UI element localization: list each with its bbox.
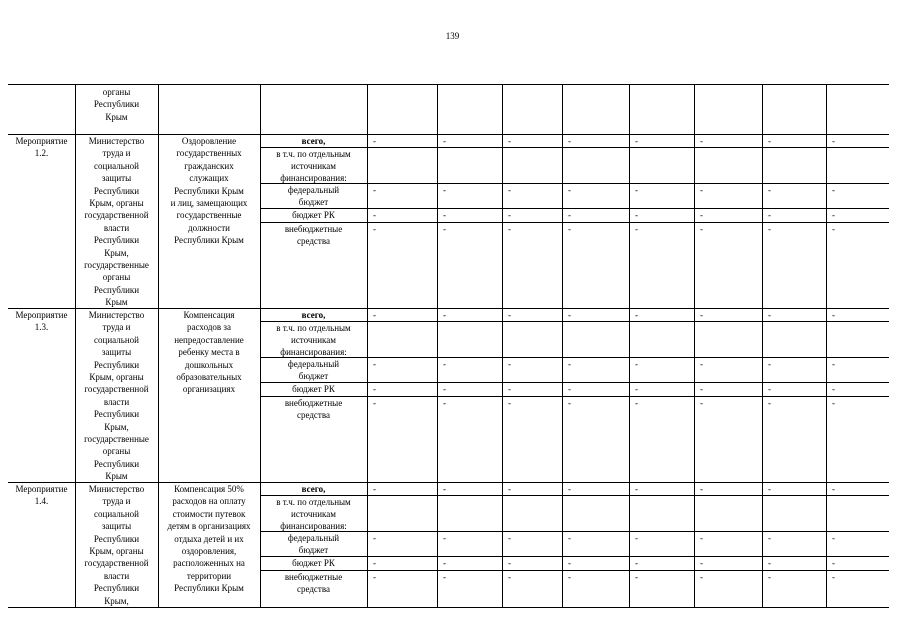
executor-text: Крым: [105, 471, 128, 482]
executor-text: Республики: [93, 458, 140, 469]
executor-text: государственной: [84, 210, 149, 221]
value-dash: -: [700, 384, 703, 394]
value-dash: -: [635, 310, 638, 320]
executor-text: защиты: [101, 521, 132, 532]
column-rule: [260, 84, 261, 607]
value-dash: -: [443, 484, 446, 494]
measure-description: Компенсация: [183, 310, 235, 320]
measure-number: Мероприятие: [15, 484, 68, 494]
measure-number: 1.3.: [34, 322, 49, 333]
value-dash: -: [635, 359, 638, 369]
measure-description: стоимости путевок: [172, 508, 246, 519]
rk-budget-label: бюджет РК: [292, 557, 335, 568]
value-dash: -: [832, 359, 835, 369]
value-dash: -: [768, 572, 771, 582]
executor-text: Крым,: [104, 247, 129, 258]
executor-text: социальной: [94, 334, 139, 345]
executor-text: власти: [103, 396, 130, 407]
measure-description: Республики Крым: [174, 583, 244, 594]
value-dash: -: [768, 533, 771, 543]
value-dash: -: [635, 398, 638, 408]
value-dash: -: [700, 224, 703, 234]
value-dash: -: [443, 533, 446, 543]
column-rule: [437, 84, 438, 607]
value-dash: -: [508, 558, 511, 568]
value-dash: -: [568, 533, 571, 543]
value-dash: -: [832, 558, 835, 568]
value-dash: -: [700, 136, 703, 146]
value-dash: -: [832, 484, 835, 494]
value-dash: -: [832, 185, 835, 195]
measure-number: 1.4.: [34, 496, 49, 507]
value-dash: -: [568, 384, 571, 394]
executor-text: социальной: [94, 160, 139, 171]
value-dash: -: [768, 484, 771, 494]
sources-label: финансирования:: [280, 521, 347, 532]
sources-label: финансирования:: [280, 347, 347, 358]
value-dash: -: [768, 224, 771, 234]
measure-description: расположенных на: [173, 558, 245, 569]
value-dash: -: [508, 210, 511, 220]
executor-text: власти: [103, 570, 130, 581]
federal-budget-label: федеральный: [287, 358, 340, 369]
value-dash: -: [568, 572, 571, 582]
executor-text: Крым, органы: [89, 546, 144, 556]
executor-text: Министерство: [88, 310, 145, 320]
executor-text: Крым,: [104, 421, 129, 432]
column-rule: [502, 84, 503, 607]
sources-label: источникам: [291, 334, 336, 345]
sources-label: финансирования:: [280, 173, 347, 184]
value-dash: -: [832, 533, 835, 543]
measure-description: отдыха детей и их: [174, 533, 244, 544]
sources-label: в т.ч. по отдельным: [276, 496, 351, 507]
value-dash: -: [635, 558, 638, 568]
executor-text: Республики: [93, 185, 140, 196]
value-dash: -: [700, 398, 703, 408]
executor-text: Крым: [105, 111, 128, 122]
value-dash: -: [508, 310, 511, 320]
measure-description: образовательных: [176, 372, 242, 382]
value-dash: -: [768, 310, 771, 320]
rk-budget-label: бюджет РК: [292, 383, 335, 394]
value-dash: -: [443, 310, 446, 320]
executor-text: Республики: [93, 533, 140, 544]
measure-description: детям в организациях: [167, 521, 251, 532]
value-dash: -: [832, 210, 835, 220]
value-dash: -: [373, 398, 376, 408]
value-dash: -: [508, 136, 511, 146]
value-dash: -: [568, 398, 571, 408]
measure-description: Компенсация 50%: [174, 484, 244, 494]
value-dash: -: [635, 136, 638, 146]
executor-text: Министерство: [88, 484, 145, 494]
value-dash: -: [700, 210, 703, 220]
value-dash: -: [373, 210, 376, 220]
executor-text: государственные: [84, 260, 149, 270]
executor-text: Крым, органы: [89, 372, 144, 382]
measure-description: должности: [188, 222, 230, 233]
total-label: всего,: [301, 310, 326, 320]
executor-text: Республики: [93, 284, 140, 295]
executor-text: государственной: [84, 558, 149, 569]
value-dash: -: [768, 398, 771, 408]
value-dash: -: [635, 384, 638, 394]
measure-description: организациях: [182, 384, 236, 395]
measure-description: Республики Крым: [174, 185, 244, 196]
value-dash: -: [443, 210, 446, 220]
measure-number: 1.2.: [34, 148, 49, 159]
table-bottom-rule: [8, 607, 889, 608]
value-dash: -: [832, 398, 835, 408]
page-number: 139: [445, 31, 460, 41]
value-dash: -: [373, 484, 376, 494]
value-dash: -: [568, 136, 571, 146]
value-dash: -: [700, 484, 703, 494]
measure-description: оздоровления,: [181, 546, 237, 556]
executor-text: труда и: [102, 322, 131, 333]
sources-label: источникам: [291, 508, 336, 519]
sources-label: источникам: [291, 160, 336, 171]
value-dash: -: [568, 558, 571, 568]
measure-description: Республики Крым: [174, 235, 244, 246]
value-dash: -: [768, 185, 771, 195]
executor-text: власти: [103, 222, 130, 233]
sources-label: в т.ч. по отдельным: [276, 322, 351, 333]
extra-budget-label: внебюджетные: [284, 398, 343, 408]
executor-text: органы: [102, 446, 131, 457]
value-dash: -: [832, 310, 835, 320]
value-dash: -: [508, 572, 511, 582]
value-dash: -: [443, 359, 446, 369]
measure-description: Оздоровление: [181, 136, 237, 146]
value-dash: -: [508, 398, 511, 408]
value-dash: -: [373, 136, 376, 146]
executor-text: Республики: [93, 359, 140, 370]
measure-description: непредоставление: [174, 334, 244, 345]
value-dash: -: [443, 398, 446, 408]
value-dash: -: [508, 359, 511, 369]
executor-text: труда и: [102, 148, 131, 159]
sources-label: в т.ч. по отдельным: [276, 148, 351, 159]
value-dash: -: [508, 185, 511, 195]
executor-text: Крым, органы: [89, 198, 144, 208]
value-dash: -: [373, 310, 376, 320]
value-dash: -: [635, 533, 638, 543]
value-dash: -: [373, 359, 376, 369]
value-dash: -: [568, 224, 571, 234]
column-rule: [629, 84, 630, 607]
value-dash: -: [568, 210, 571, 220]
executor-text: защиты: [101, 347, 132, 358]
measure-description: и лиц, замещающих: [170, 198, 248, 208]
measure-description: расходов за: [187, 322, 231, 333]
value-dash: -: [508, 384, 511, 394]
value-dash: -: [568, 185, 571, 195]
executor-text: Крым: [105, 297, 128, 308]
executor-text: защиты: [101, 173, 132, 184]
value-dash: -: [768, 558, 771, 568]
value-dash: -: [635, 210, 638, 220]
measure-description: государственные: [176, 210, 242, 221]
federal-budget-label: федеральный: [287, 184, 340, 195]
value-dash: -: [700, 310, 703, 320]
measure-description: служащих: [189, 173, 229, 184]
value-dash: -: [635, 572, 638, 582]
value-dash: -: [635, 484, 638, 494]
federal-budget-label: бюджет: [298, 196, 329, 207]
measure-description: расходов на оплату: [172, 496, 246, 507]
extra-budget-label: средства: [296, 584, 330, 595]
measure-description: территории: [186, 570, 232, 581]
value-dash: -: [700, 533, 703, 543]
value-dash: -: [832, 136, 835, 146]
measure-description: гражданских: [184, 160, 234, 171]
value-dash: -: [832, 384, 835, 394]
value-dash: -: [443, 136, 446, 146]
value-dash: -: [373, 224, 376, 234]
extra-budget-label: внебюджетные: [284, 572, 343, 582]
executor-text: Республики: [93, 99, 140, 110]
extra-budget-label: внебюджетные: [284, 224, 343, 234]
value-dash: -: [568, 359, 571, 369]
table-top-rule: [8, 84, 889, 85]
federal-budget-label: бюджет: [298, 544, 329, 555]
value-dash: -: [508, 533, 511, 543]
value-dash: -: [635, 224, 638, 234]
value-dash: -: [768, 359, 771, 369]
extra-budget-label: средства: [296, 236, 330, 247]
value-dash: -: [373, 572, 376, 582]
value-dash: -: [373, 533, 376, 543]
value-dash: -: [443, 224, 446, 234]
value-dash: -: [700, 359, 703, 369]
federal-budget-label: бюджет: [298, 370, 329, 381]
measure-description: ребенку места в: [178, 347, 240, 358]
value-dash: -: [700, 558, 703, 568]
executor-text: государственные: [84, 434, 149, 444]
value-dash: -: [768, 210, 771, 220]
value-dash: -: [832, 572, 835, 582]
value-dash: -: [373, 185, 376, 195]
column-rule: [762, 84, 763, 607]
executor-text: Республики: [93, 583, 140, 594]
value-dash: -: [635, 185, 638, 195]
value-dash: -: [373, 384, 376, 394]
value-dash: -: [768, 384, 771, 394]
executor-text: труда и: [102, 496, 131, 507]
value-dash: -: [568, 484, 571, 494]
measure-number: Мероприятие: [15, 310, 68, 320]
executor-text: органы: [102, 272, 131, 283]
value-dash: -: [832, 224, 835, 234]
value-dash: -: [508, 484, 511, 494]
value-dash: -: [700, 572, 703, 582]
column-rule: [158, 84, 159, 607]
executor-text: социальной: [94, 508, 139, 519]
measure-number: Мероприятие: [15, 136, 68, 146]
extra-budget-label: средства: [296, 410, 330, 421]
measure-description: дошкольных: [184, 359, 234, 370]
executor-text: Республики: [93, 409, 140, 420]
executor-text: Крым,: [104, 595, 129, 606]
value-dash: -: [373, 558, 376, 568]
federal-budget-label: федеральный: [287, 532, 340, 543]
value-dash: -: [443, 185, 446, 195]
column-rule: [694, 84, 695, 607]
column-rule: [562, 84, 563, 607]
value-dash: -: [568, 310, 571, 320]
executor-text: государственной: [84, 384, 149, 395]
value-dash: -: [508, 224, 511, 234]
column-rule: [367, 84, 368, 607]
column-rule: [75, 84, 76, 607]
value-dash: -: [443, 384, 446, 394]
executor-text: органы: [102, 87, 131, 97]
rk-budget-label: бюджет РК: [292, 209, 335, 220]
value-dash: -: [768, 136, 771, 146]
executor-text: Республики: [93, 235, 140, 246]
column-rule: [826, 84, 827, 607]
executor-text: Министерство: [88, 136, 145, 146]
value-dash: -: [700, 185, 703, 195]
value-dash: -: [443, 572, 446, 582]
measure-description: государственных: [176, 148, 242, 159]
total-label: всего,: [301, 136, 326, 146]
total-label: всего,: [301, 484, 326, 494]
value-dash: -: [443, 558, 446, 568]
